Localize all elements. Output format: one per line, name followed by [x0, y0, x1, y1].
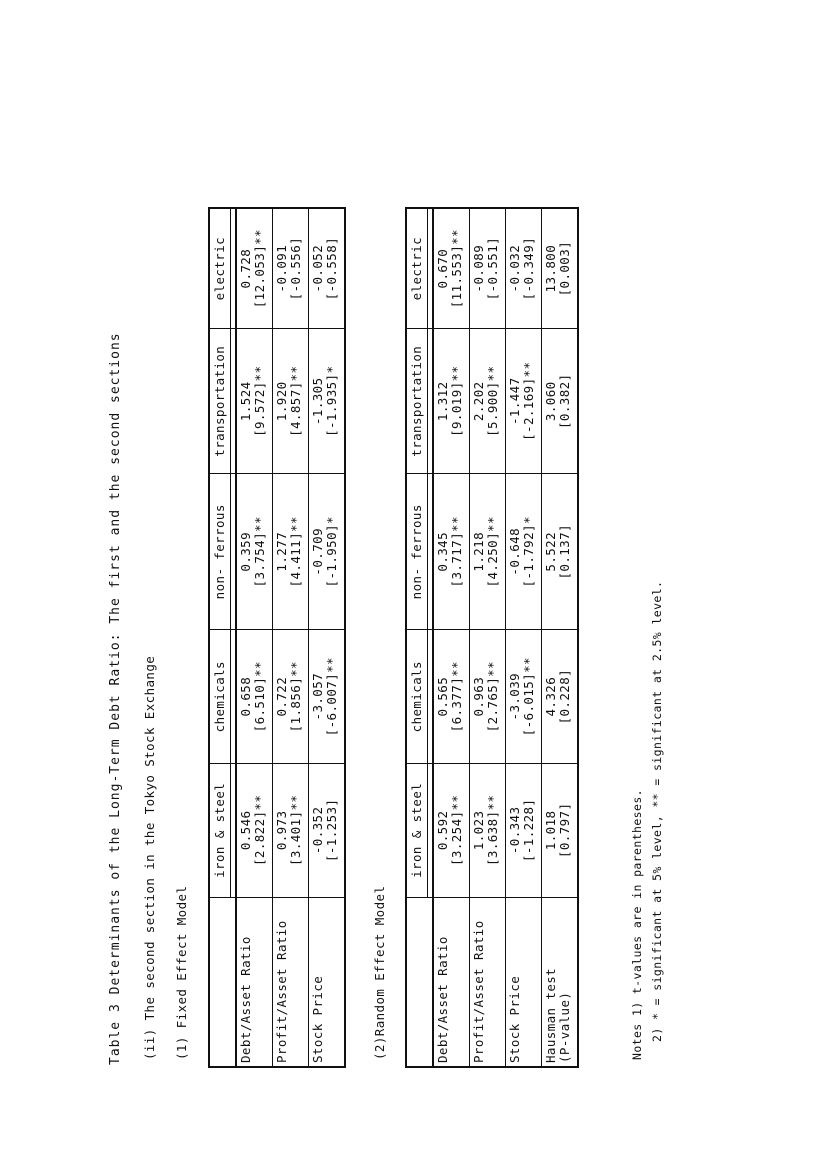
coefficient: 0.963: [471, 676, 486, 717]
column-header: transportation: [209, 329, 231, 474]
coefficient: 1.218: [471, 531, 486, 572]
t-value: [3.717]**: [449, 516, 464, 588]
table-title: Table 3 Determinants of the Long-Term Debt Ratio: The first and the second sections: [108, 332, 123, 1065]
t-value: [3.638]**: [485, 794, 500, 867]
t-value: [-1.792]*: [521, 516, 536, 588]
row-label: Hausman test: [543, 967, 558, 1063]
column-header: iron & steel: [209, 764, 231, 898]
coefficient: 0.728: [238, 248, 253, 289]
t-value: [3.754]**: [252, 516, 267, 588]
coefficient: -1.305: [310, 377, 325, 426]
t-value: [9.019]**: [449, 365, 464, 437]
coefficient: 0.592: [435, 810, 450, 851]
coefficient: 0.345: [435, 531, 450, 572]
coefficient: 1.920: [274, 381, 289, 422]
t-value: [-1.950]*: [324, 516, 339, 588]
t-value: [2.765]**: [485, 661, 500, 733]
t-value: [-0.556]: [288, 236, 303, 301]
t-value: [-1.253]: [324, 798, 339, 863]
table-row: [542, 208, 579, 1067]
coefficient: -0.091: [274, 244, 289, 293]
t-value: [-1.935]*: [324, 365, 339, 437]
t-value: [9.572]**: [252, 365, 267, 437]
table-row: [236, 208, 273, 1067]
header-blank: [209, 897, 231, 1067]
t-value: [2.822]**: [252, 794, 267, 867]
random-effect-heading: (2)Random Effect Model: [372, 885, 387, 1060]
coefficient: 0.973: [274, 810, 289, 851]
coefficient: 2.202: [471, 381, 486, 422]
t-value: [5.900]**: [485, 365, 500, 437]
coefficient: 0.722: [274, 676, 289, 717]
column-header: electric: [209, 208, 231, 329]
t-value: [-0.558]: [324, 236, 339, 301]
t-value: [-2.169]**: [521, 361, 536, 441]
t-value: [0.003]: [557, 240, 572, 297]
t-value: [4.411]**: [288, 516, 303, 588]
fixed-effect-table: [208, 207, 346, 1068]
t-value: [-6.007]**: [324, 657, 339, 737]
table-row: [506, 208, 542, 1067]
t-value: [12.053]**: [252, 229, 267, 309]
coefficient: -3.039: [507, 672, 522, 721]
section-heading: (ii) The second section in the Tokyo Stock Exchange: [142, 655, 157, 1060]
coefficient: 0.565: [435, 676, 450, 717]
coefficient: 1.312: [435, 381, 450, 422]
coefficient: 1.018: [543, 810, 558, 851]
t-value: [3.254]**: [449, 794, 464, 867]
note-1: Notes 1) t-values are in parentheses.: [630, 789, 644, 1060]
table-row: [470, 208, 506, 1067]
coefficient: 4.326: [543, 676, 558, 717]
t-value: [0.797]: [557, 802, 572, 859]
column-header: non- ferrous: [209, 474, 231, 630]
t-value: [0.137]: [557, 524, 572, 580]
coefficient: 3.060: [543, 381, 558, 422]
row-label: Stock Price: [507, 975, 522, 1063]
t-value: [1.856]**: [288, 661, 303, 733]
t-value: [4.857]**: [288, 365, 303, 437]
column-header: electric: [406, 208, 428, 329]
row-label: Debt/Asset Ratio: [435, 936, 450, 1063]
t-value: [4.250]**: [485, 516, 500, 588]
t-value: [-0.349]: [521, 236, 536, 301]
table-row: [309, 208, 346, 1067]
t-value: [-6.015]**: [521, 657, 536, 737]
coefficient: 0.658: [238, 676, 253, 717]
t-value: [6.377]**: [449, 661, 464, 733]
t-value: [-1.228]: [521, 798, 536, 863]
coefficient: 1.277: [274, 531, 289, 572]
fixed-effect-heading: (1) Fixed Effect Model: [174, 885, 189, 1060]
coefficient: -0.089: [471, 244, 486, 293]
row-sublabel: (P-value): [557, 991, 572, 1063]
random-effect-table: [405, 207, 579, 1068]
note-2: 2) * = significant at 5% level, ** = significant at 2.5% level.: [650, 580, 664, 1042]
header-blank: [406, 897, 428, 1067]
coefficient: -1.447: [507, 377, 522, 426]
coefficient: 0.359: [238, 531, 253, 572]
row-label: Profit/Asset Ratio: [471, 920, 486, 1063]
row-label: Debt/Asset Ratio: [236, 897, 273, 1067]
t-value: [-0.551]: [485, 236, 500, 301]
coefficient: 0.546: [238, 810, 253, 851]
coefficient: -3.057: [310, 672, 325, 721]
t-value: [0.382]: [557, 373, 572, 429]
column-header: chemicals: [406, 630, 428, 764]
row-label: Profit/Asset Ratio: [273, 897, 309, 1067]
coefficient: -0.709: [310, 528, 325, 576]
table-row: [273, 208, 309, 1067]
coefficient: -0.343: [507, 806, 522, 855]
coefficient: -0.032: [507, 244, 522, 293]
coefficient: -0.052: [310, 244, 325, 293]
coefficient: -0.352: [310, 806, 325, 855]
column-header: chemicals: [209, 630, 231, 764]
table-row: [433, 208, 470, 1067]
coefficient: 1.023: [471, 810, 486, 851]
coefficient: 13.800: [543, 244, 558, 293]
t-value: [0.228]: [557, 668, 572, 725]
column-header: transportation: [406, 329, 428, 474]
t-value: [3.401]**: [288, 794, 303, 867]
t-value: [6.510]**: [252, 661, 267, 733]
coefficient: 0.670: [435, 248, 450, 289]
coefficient: 5.522: [543, 531, 558, 572]
t-value: [11.553]**: [449, 229, 464, 309]
notes: [627, 581, 667, 1060]
column-header: iron & steel: [406, 764, 428, 898]
coefficient: 1.524: [238, 381, 253, 422]
coefficient: -0.648: [507, 528, 522, 576]
column-header: non- ferrous: [406, 474, 428, 630]
row-label: Stock Price: [309, 897, 346, 1067]
